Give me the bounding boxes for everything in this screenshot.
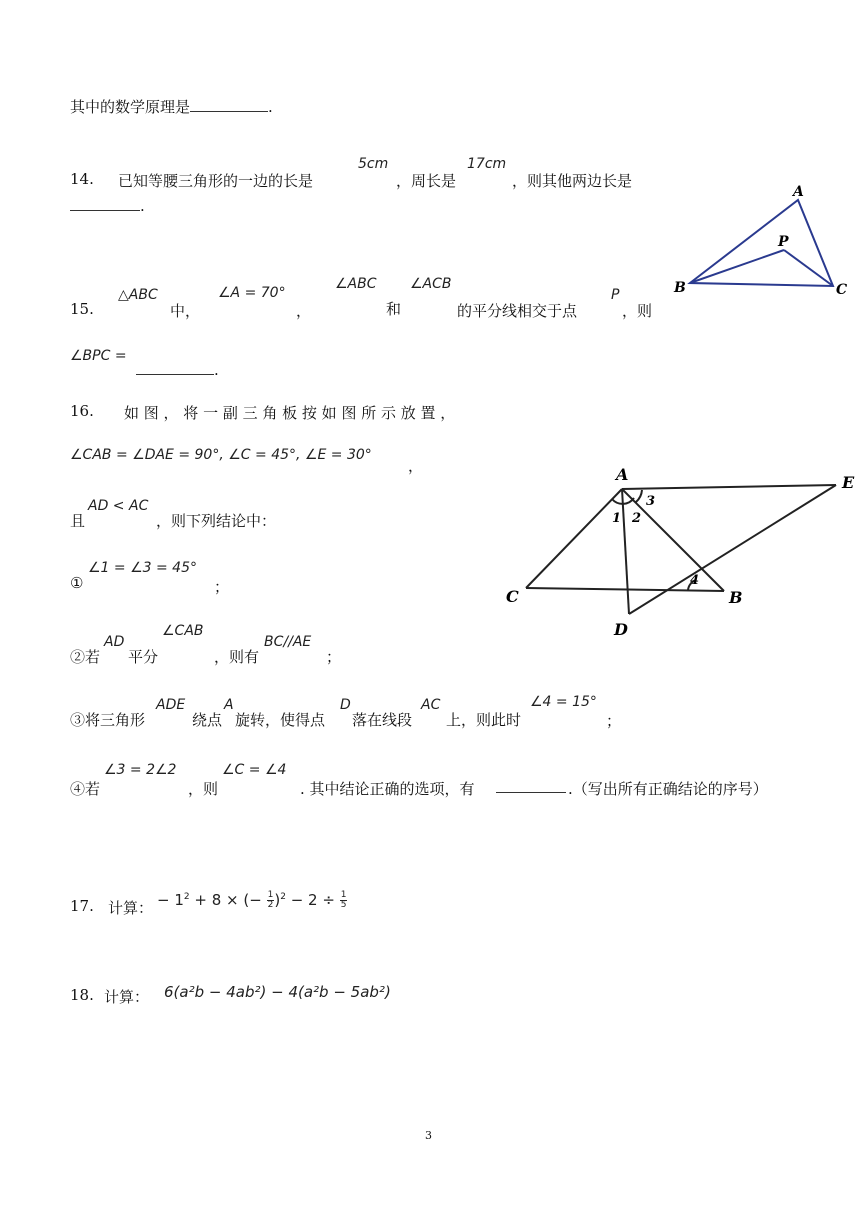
label-c: C: [836, 282, 848, 298]
label-angle-4: 4: [690, 573, 700, 588]
expression-18: 6(a²b − 4ab²) − 4(a²b − 5ab²): [164, 983, 391, 1001]
label-angle-1: 1: [612, 511, 622, 526]
label-angle-2: 2: [632, 511, 642, 526]
label-b: B: [674, 280, 686, 296]
intro-line: 其中的数学原理是 .: [70, 98, 273, 116]
label-a: A: [793, 184, 804, 200]
segment-cb: [526, 588, 724, 591]
label-angle-3: 3: [646, 494, 656, 509]
label-p: P: [778, 234, 789, 250]
segment-ab: [622, 489, 724, 591]
answer-blank[interactable]: [136, 360, 214, 375]
segment-ad: [622, 489, 629, 614]
answer-blank[interactable]: [190, 97, 268, 112]
label-e: E: [842, 473, 855, 492]
set-squares-figure: [500, 460, 860, 645]
answer-blank[interactable]: [70, 196, 140, 211]
bisector-bp: [690, 250, 784, 283]
triangle-abc: [690, 200, 833, 286]
fraction-fifth: $\frac{1}{5}$: [340, 890, 347, 910]
page-number: 3: [425, 1129, 432, 1142]
angle-arc-3: [636, 490, 642, 502]
segment-ae: [622, 485, 836, 489]
label-c: C: [506, 587, 519, 606]
fraction-half: $\frac{1}{2}$: [267, 890, 274, 910]
segment-ac: [526, 489, 622, 588]
label-b: B: [729, 588, 743, 607]
label-a: A: [616, 465, 629, 484]
triangle-figure: [668, 178, 858, 303]
label-d: D: [614, 620, 628, 639]
expression-17: − $1^2 + 8$ × (− $\frac{1}{2}$ )$^2$ − 2 ÷ $\frac{1}{5}$: [157, 890, 347, 910]
answer-blank[interactable]: [496, 778, 566, 793]
